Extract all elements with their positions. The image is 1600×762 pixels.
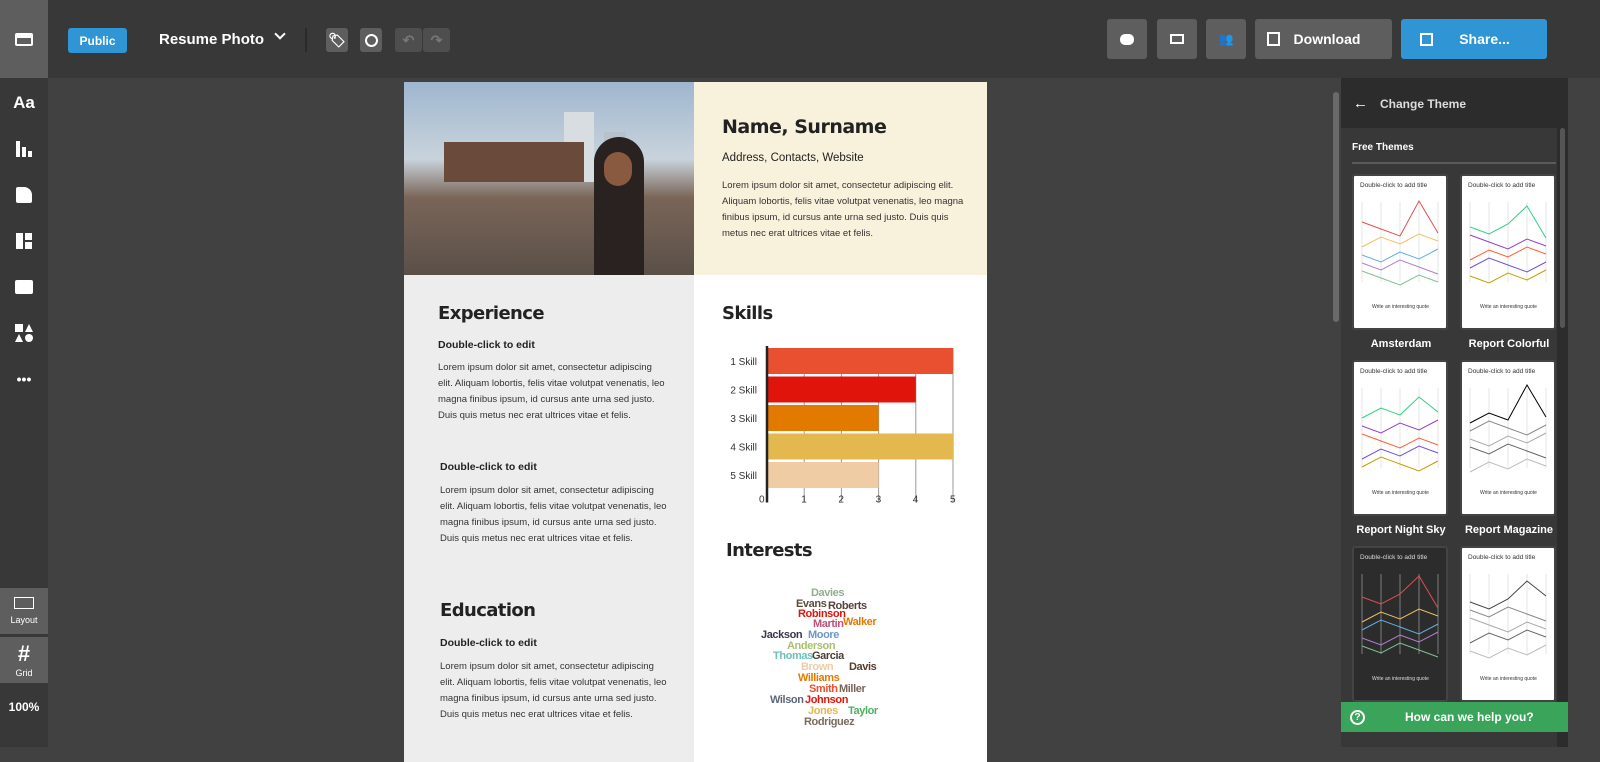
card-quote: Write an interesting quote: [1480, 676, 1537, 682]
redo-button[interactable]: [423, 28, 450, 52]
project-title[interactable]: Resume Photo: [159, 31, 265, 48]
share-button[interactable]: [1401, 19, 1547, 59]
zoom-level[interactable]: 100%: [8, 700, 40, 714]
experience-1-title[interactable]: Double-click to edit: [438, 339, 535, 351]
header-block[interactable]: [694, 82, 987, 275]
present-button[interactable]: [1157, 19, 1197, 59]
canvas-scrollbar[interactable]: [1333, 92, 1339, 322]
theme-card[interactable]: [1352, 360, 1448, 516]
more-icon: •••: [16, 371, 32, 387]
education-heading[interactable]: Education: [440, 600, 536, 621]
word-cloud-word: Wilson: [770, 694, 804, 706]
editor-canvas: [48, 78, 1341, 747]
theme-card[interactable]: [1352, 546, 1448, 702]
chevron-down-icon[interactable]: [274, 28, 285, 39]
card-title: Double-click to add title: [1360, 368, 1428, 375]
text-tool[interactable]: [0, 80, 48, 126]
experience-1-text[interactable]: Lorem ipsum dolor sit amet, consectetur adipiscing elit. Aliquam lobortis, felis vitae volutpat venenatis, leo magna finibus ipsum, id cursus ante urna sed justo. Duis quis metus nec erat ultrices vitae et felis.: [438, 362, 665, 421]
skill-label: 2 Skill: [730, 385, 757, 397]
history-button[interactable]: [360, 28, 382, 52]
free-themes-heading: Free Themes: [1352, 142, 1414, 153]
word-cloud-word: Evans: [796, 598, 827, 610]
card-quote: Write an interesting quote: [1372, 304, 1429, 310]
chart-tool[interactable]: [0, 126, 48, 172]
theme-preview-chart: [1354, 192, 1446, 312]
skill-label: 5 Skill: [730, 471, 757, 482]
share-label: Share...: [1459, 31, 1510, 47]
theme-card[interactable]: [1352, 174, 1448, 330]
word-cloud-word: Robinson: [798, 608, 846, 620]
map-tool[interactable]: [0, 172, 48, 218]
undo-icon: ↶: [402, 31, 415, 48]
map-icon: [16, 187, 32, 203]
theme-name[interactable]: Report Magazine: [1464, 524, 1553, 536]
word-cloud-word: Brown: [801, 661, 834, 673]
skills-chart[interactable]: [714, 340, 974, 510]
laptop-icon: [14, 597, 34, 609]
word-cloud-word: Davis: [849, 661, 877, 673]
skill-bar[interactable]: [767, 377, 916, 403]
skill-label: 1 Skill: [730, 357, 757, 368]
word-cloud-word: Jones: [808, 705, 838, 717]
word-cloud-word: Anderson: [787, 640, 836, 652]
word-cloud-word: Roberts: [828, 600, 867, 612]
word-cloud-word: Jackson: [761, 629, 803, 641]
comments-button[interactable]: [1107, 19, 1147, 59]
theme-preview-chart: [1462, 192, 1554, 312]
grid-icon: #: [17, 640, 31, 666]
layout-blocks-icon: [16, 233, 32, 249]
undo-button[interactable]: [395, 28, 422, 52]
page-scrollbar[interactable]: [1568, 78, 1600, 747]
card-title: Double-click to add title: [1468, 554, 1536, 561]
tag-icon: 🏷: [328, 31, 346, 48]
interests-heading[interactable]: Interests: [726, 540, 813, 561]
word-cloud-word: Miller: [839, 683, 866, 695]
layout-button[interactable]: [0, 588, 48, 634]
download-button[interactable]: [1255, 19, 1392, 59]
text-icon: Aa: [13, 93, 35, 112]
x-tick-label: 2: [838, 494, 844, 506]
theme-name[interactable]: Amsterdam: [1370, 338, 1432, 350]
education-1-text[interactable]: Lorem ipsum dolor sit amet, consectetur adipiscing elit. Aliquam lobortis, felis vitae volutpat venenatis, leo magna finibus ipsum, id cursus ante urna sed justo. Duis quis metus nec erat ultrices vitae et felis.: [440, 661, 667, 720]
resume-photo[interactable]: [404, 82, 694, 275]
skill-bar[interactable]: [767, 434, 953, 460]
skill-bar[interactable]: [767, 405, 879, 431]
theme-preview-chart: [1354, 378, 1446, 498]
theme-preview-chart: [1462, 564, 1554, 684]
theme-card[interactable]: [1460, 546, 1556, 702]
download-label: Download: [1293, 31, 1361, 47]
word-cloud-word: Walker: [843, 616, 877, 628]
resume-name[interactable]: Name, Surname: [722, 116, 887, 138]
divider: [305, 28, 307, 52]
word-cloud-word: Williams: [798, 672, 840, 684]
panel-title: Change Theme: [1380, 96, 1467, 111]
word-cloud-word: Taylor: [848, 705, 878, 717]
card-quote: Write an interesting quote: [1480, 304, 1537, 310]
collaborators-button[interactable]: [1206, 19, 1246, 59]
top-bar: [48, 0, 1600, 78]
themes-list: [1341, 128, 1557, 747]
word-cloud-word: Johnson: [805, 694, 849, 706]
x-tick-label: 3: [875, 494, 882, 506]
help-button[interactable]: [1341, 702, 1568, 732]
card-title: Double-click to add title: [1360, 554, 1428, 561]
monitor-icon: [1170, 34, 1184, 44]
more-tool[interactable]: [0, 356, 48, 402]
word-cloud-word: Smith: [809, 683, 838, 695]
users-icon: 👥: [1218, 32, 1234, 46]
card-quote: Write an interesting quote: [1372, 676, 1429, 682]
word-cloud-word: Garcia: [812, 650, 844, 662]
education-1-title[interactable]: Double-click to edit: [440, 637, 537, 649]
shapes-icon: [15, 324, 33, 342]
skill-label: 3 Skill: [730, 414, 757, 425]
skill-label: 4 Skill: [730, 442, 757, 454]
inbox-icon: [15, 33, 33, 46]
speech-bubble-icon: [1120, 34, 1134, 45]
card-quote: Write an interesting quote: [1372, 490, 1429, 496]
experience-heading[interactable]: Experience: [438, 303, 544, 324]
word-cloud-word: Thomas: [773, 650, 813, 662]
x-tick-label: 4: [912, 494, 919, 506]
clock-icon: [365, 34, 378, 47]
image-icon: [15, 280, 33, 294]
grid-button[interactable]: [0, 637, 48, 683]
resume-page[interactable]: [404, 82, 987, 762]
help-icon: ?: [1350, 710, 1365, 725]
skills-heading[interactable]: Skills: [722, 303, 773, 324]
card-quote: Write an interesting quote: [1480, 490, 1537, 496]
back-button[interactable]: [1353, 95, 1466, 112]
share-icon: [1420, 33, 1433, 46]
skill-bar[interactable]: [767, 348, 953, 374]
shapes-tool[interactable]: [0, 310, 48, 356]
theme-card[interactable]: [1460, 174, 1556, 330]
inbox-button[interactable]: [0, 0, 48, 78]
layout-blocks-tool[interactable]: [0, 218, 48, 264]
card-title: Double-click to add title: [1468, 368, 1536, 375]
x-tick-label: 5: [950, 494, 956, 506]
card-title: Double-click to add title: [1468, 182, 1536, 189]
word-cloud-word: Rodriguez: [804, 716, 855, 728]
left-column: [404, 275, 694, 762]
theme-card[interactable]: [1460, 360, 1556, 516]
x-tick-label: 0: [759, 494, 765, 506]
word-cloud-word: Davies: [811, 587, 845, 599]
x-tick-label: 1: [801, 494, 807, 506]
panel-scrollbar[interactable]: [1560, 128, 1565, 328]
arrow-left-icon: ←: [1353, 95, 1368, 112]
theme-preview-chart: [1354, 564, 1446, 684]
image-tool[interactable]: [0, 264, 48, 310]
skill-bar[interactable]: [767, 462, 879, 488]
experience-2-text[interactable]: Lorem ipsum dolor sit amet, consectetur adipiscing elit. Aliquam lobortis, felis vitae volutpat venenatis, leo magna finibus ipsum, id cursus ante urna sed justo. Duis quis metus nec erat ultrices vitae et felis.: [440, 485, 667, 544]
download-icon: [1267, 32, 1280, 46]
theme-panel: [1341, 78, 1568, 747]
word-cloud-word: Martin: [813, 618, 844, 630]
layout-label: Layout: [10, 615, 38, 625]
card-title: Double-click to add title: [1360, 182, 1428, 189]
grid-label: Grid: [15, 667, 33, 678]
experience-2-title[interactable]: Double-click to edit: [440, 461, 537, 473]
word-cloud-word: Moore: [808, 629, 840, 641]
tag-button[interactable]: [326, 28, 348, 52]
resume-contacts[interactable]: Address, Contacts, Website: [722, 152, 864, 164]
resume-intro[interactable]: Lorem ipsum dolor sit amet, consectetur adipiscing elit. Aliquam lobortis, felis vitae volutpat venenatis, leo magna finibus ipsum, id cursus ante urna sed justo. Duis quis metus nec erat ultrices vitae et felis.: [722, 180, 964, 239]
left-toolbar: [0, 0, 48, 747]
help-label: How can we help you?: [1405, 710, 1534, 724]
theme-name[interactable]: Report Night Sky: [1356, 524, 1446, 536]
redo-icon: ↷: [430, 31, 443, 48]
theme-preview-chart: [1462, 378, 1554, 498]
visibility-badge[interactable]: Public: [68, 28, 127, 53]
theme-name[interactable]: Report Colorful: [1468, 338, 1550, 350]
bar-chart-icon: [16, 141, 32, 157]
